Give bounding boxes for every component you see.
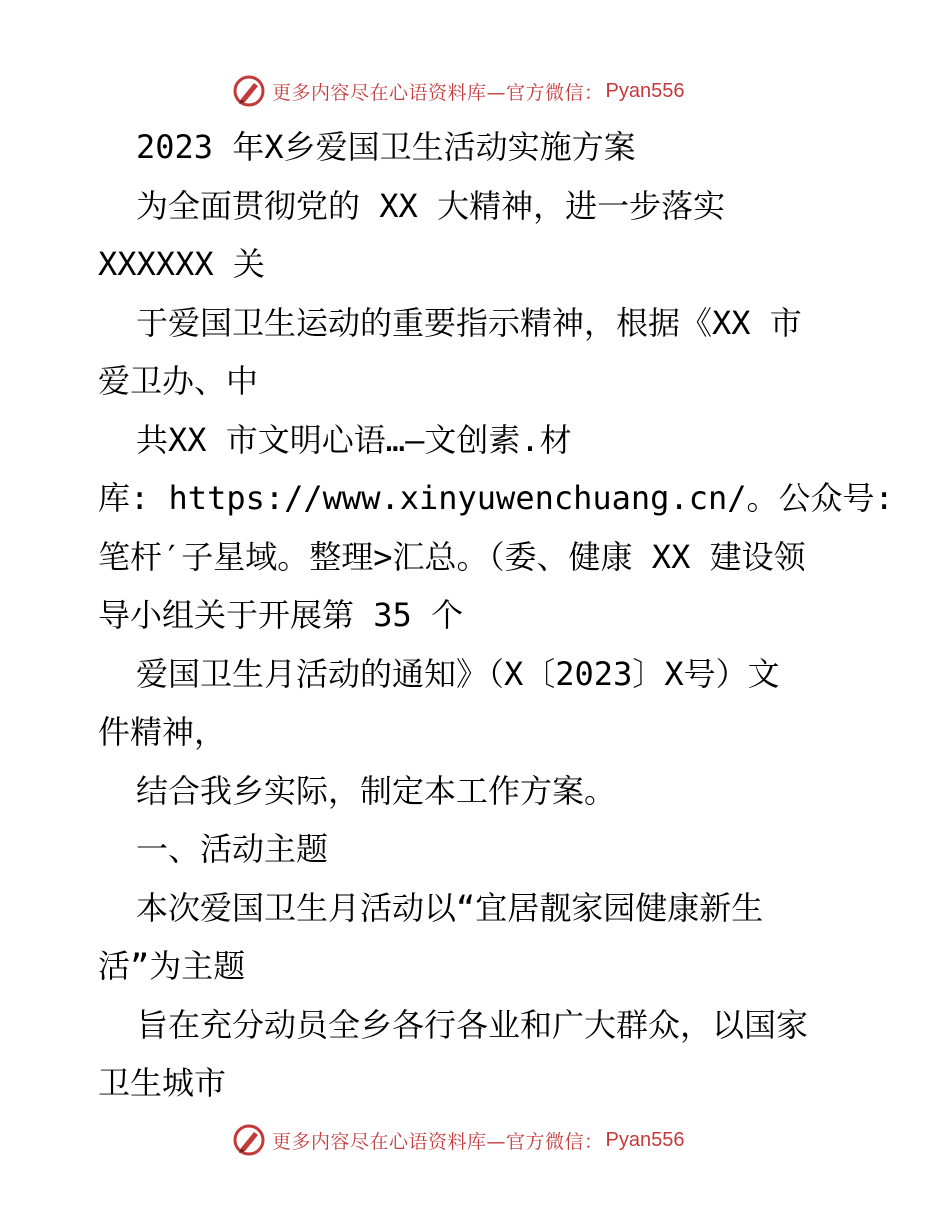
text-line: 为全面贯彻党的 XX 大精神，进一步落实: [136, 186, 726, 225]
text-line: 爱国卫生月活动的通知》（X〔2023〕X号）文: [136, 654, 780, 693]
pen-logo-icon: [232, 74, 266, 108]
watermark-text: 更多内容尽在心语资料库—官方微信：: [272, 1130, 604, 1153]
text-line: 本次爱国卫生月活动以“宜居靓家园健康新生: [136, 888, 764, 927]
text-line: XXXXXX 关: [98, 245, 265, 283]
watermark-text: 更多内容尽在心语资料库—官方微信：: [272, 81, 604, 104]
watermark-wechat-id: Pyan556: [605, 1128, 685, 1151]
text-line: 旨在充分动员全乡各行各业和广大群众，以国家: [136, 1005, 809, 1044]
text-line: 导小组关于开展第 35 个: [98, 596, 464, 634]
text-line: 共XX 市文明心语…—文创素.材: [136, 420, 572, 459]
text-line: 于爱国卫生运动的重要指示精神，根据《XX 市: [136, 303, 802, 342]
text-line: 库: https://www.xinyuwenchuang.cn/。公众号:: [98, 479, 894, 517]
pen-logo-icon: [232, 1123, 266, 1157]
watermark-wechat-id: Pyan556: [605, 79, 685, 102]
text-line: 件精神，: [98, 713, 227, 751]
watermark-banner-top: [232, 71, 752, 111]
watermark-banner-bottom: [232, 1120, 752, 1160]
section-heading: 一、活动主题: [136, 830, 329, 868]
text-line: 结合我乡实际，制定本工作方案。: [136, 771, 617, 810]
text-line: 活”为主题: [98, 947, 246, 985]
text-line: 卫生城市: [98, 1064, 227, 1102]
text-line: 爱卫办、中: [98, 362, 259, 400]
document-body: [98, 118, 894, 1113]
text-line: 笔杆′子星域。整理>汇总。（委、健康 XX 建设领: [98, 537, 806, 576]
document-title: 2023 年X乡爱国卫生活动实施方案: [136, 128, 636, 166]
